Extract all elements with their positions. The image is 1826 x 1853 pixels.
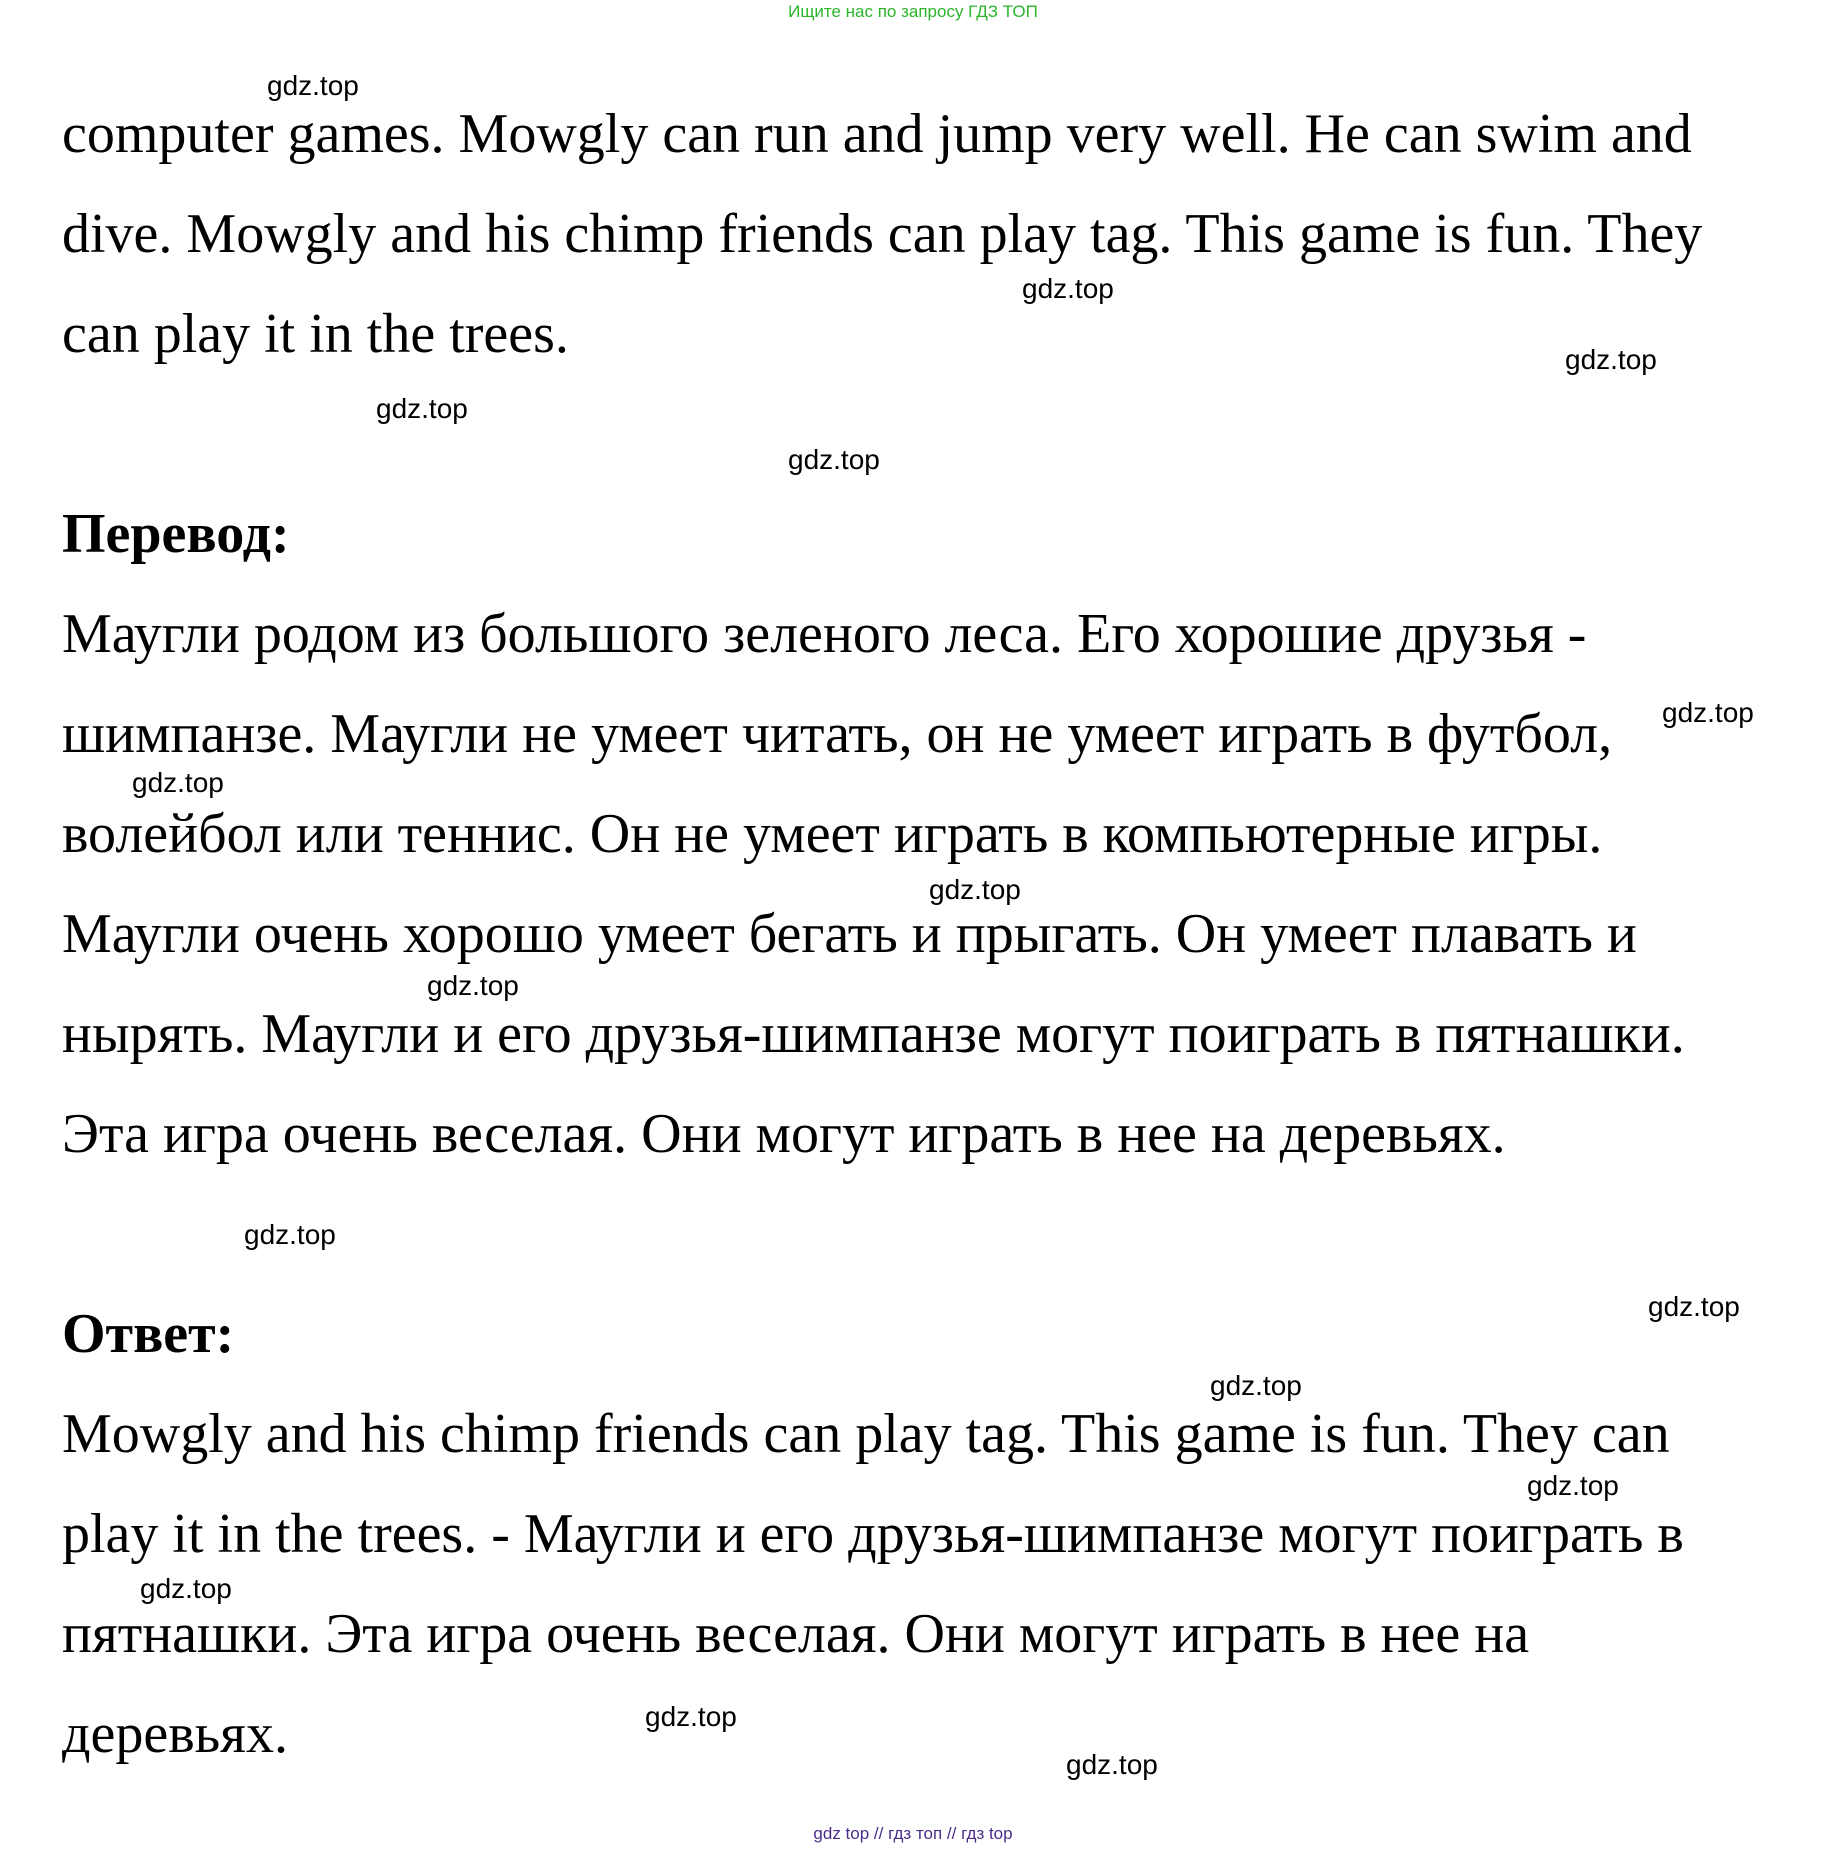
- translation-line-5: нырять. Маугли и его друзья-шимпанзе могут поиграть в пятнашки.: [62, 1003, 1685, 1065]
- watermark: gdz.top: [244, 1219, 336, 1250]
- watermark: gdz.top: [427, 970, 519, 1001]
- watermark: gdz.top: [267, 70, 359, 101]
- watermark: gdz.top: [788, 444, 880, 475]
- answer-line-2: play it in the trees. - Маугли и его друзья-шимпанзе могут поиграть в: [62, 1503, 1684, 1565]
- watermark: gdz.top: [1210, 1370, 1302, 1401]
- translation-line-4: Маугли очень хорошо умеет бегать и прыгать. Он умеет плавать и: [62, 903, 1637, 965]
- translation-line-3: волейбол или теннис. Он не умеет играть в компьютерные игры.: [62, 803, 1603, 865]
- watermark: gdz.top: [140, 1573, 232, 1604]
- footer-links: gdz top // гдз топ // гдз top: [813, 1824, 1013, 1843]
- english-text-line-1: computer games. Mowgly can run and jump very well. He can swim and: [62, 103, 1692, 165]
- watermark: gdz.top: [132, 767, 224, 798]
- top-banner: Ищите нас по запросу ГДЗ ТОП: [788, 2, 1038, 21]
- watermark: gdz.top: [1648, 1291, 1740, 1322]
- english-text-line-3: can play it in the trees.: [62, 303, 569, 365]
- watermark: gdz.top: [1565, 344, 1657, 375]
- english-text-line-2: dive. Mowgly and his chimp friends can play tag. This game is fun. They: [62, 203, 1703, 265]
- answer-line-3: пятнашки. Эта игра очень веселая. Они могут играть в нее на: [62, 1603, 1530, 1665]
- watermark: gdz.top: [645, 1701, 737, 1732]
- answer-line-1: Mowgly and his chimp friends can play tag. This game is fun. They can: [62, 1403, 1670, 1465]
- watermark: gdz.top: [1662, 697, 1754, 728]
- watermark: gdz.top: [376, 393, 468, 424]
- translation-line-6: Эта игра очень веселая. Они могут играть в нее на деревьях.: [62, 1103, 1506, 1165]
- watermark: gdz.top: [1022, 273, 1114, 304]
- watermark: gdz.top: [929, 874, 1021, 905]
- watermark: gdz.top: [1527, 1470, 1619, 1501]
- translation-line-1: Маугли родом из большого зеленого леса. Его хорошие друзья -: [62, 603, 1587, 665]
- translation-line-2: шимпанзе. Маугли не умеет читать, он не умеет играть в футбол,: [62, 703, 1613, 765]
- watermark: gdz.top: [1066, 1749, 1158, 1780]
- translation-heading: Перевод:: [62, 503, 290, 565]
- answer-line-4: деревьях.: [62, 1703, 288, 1765]
- answer-heading: Ответ:: [62, 1303, 235, 1365]
